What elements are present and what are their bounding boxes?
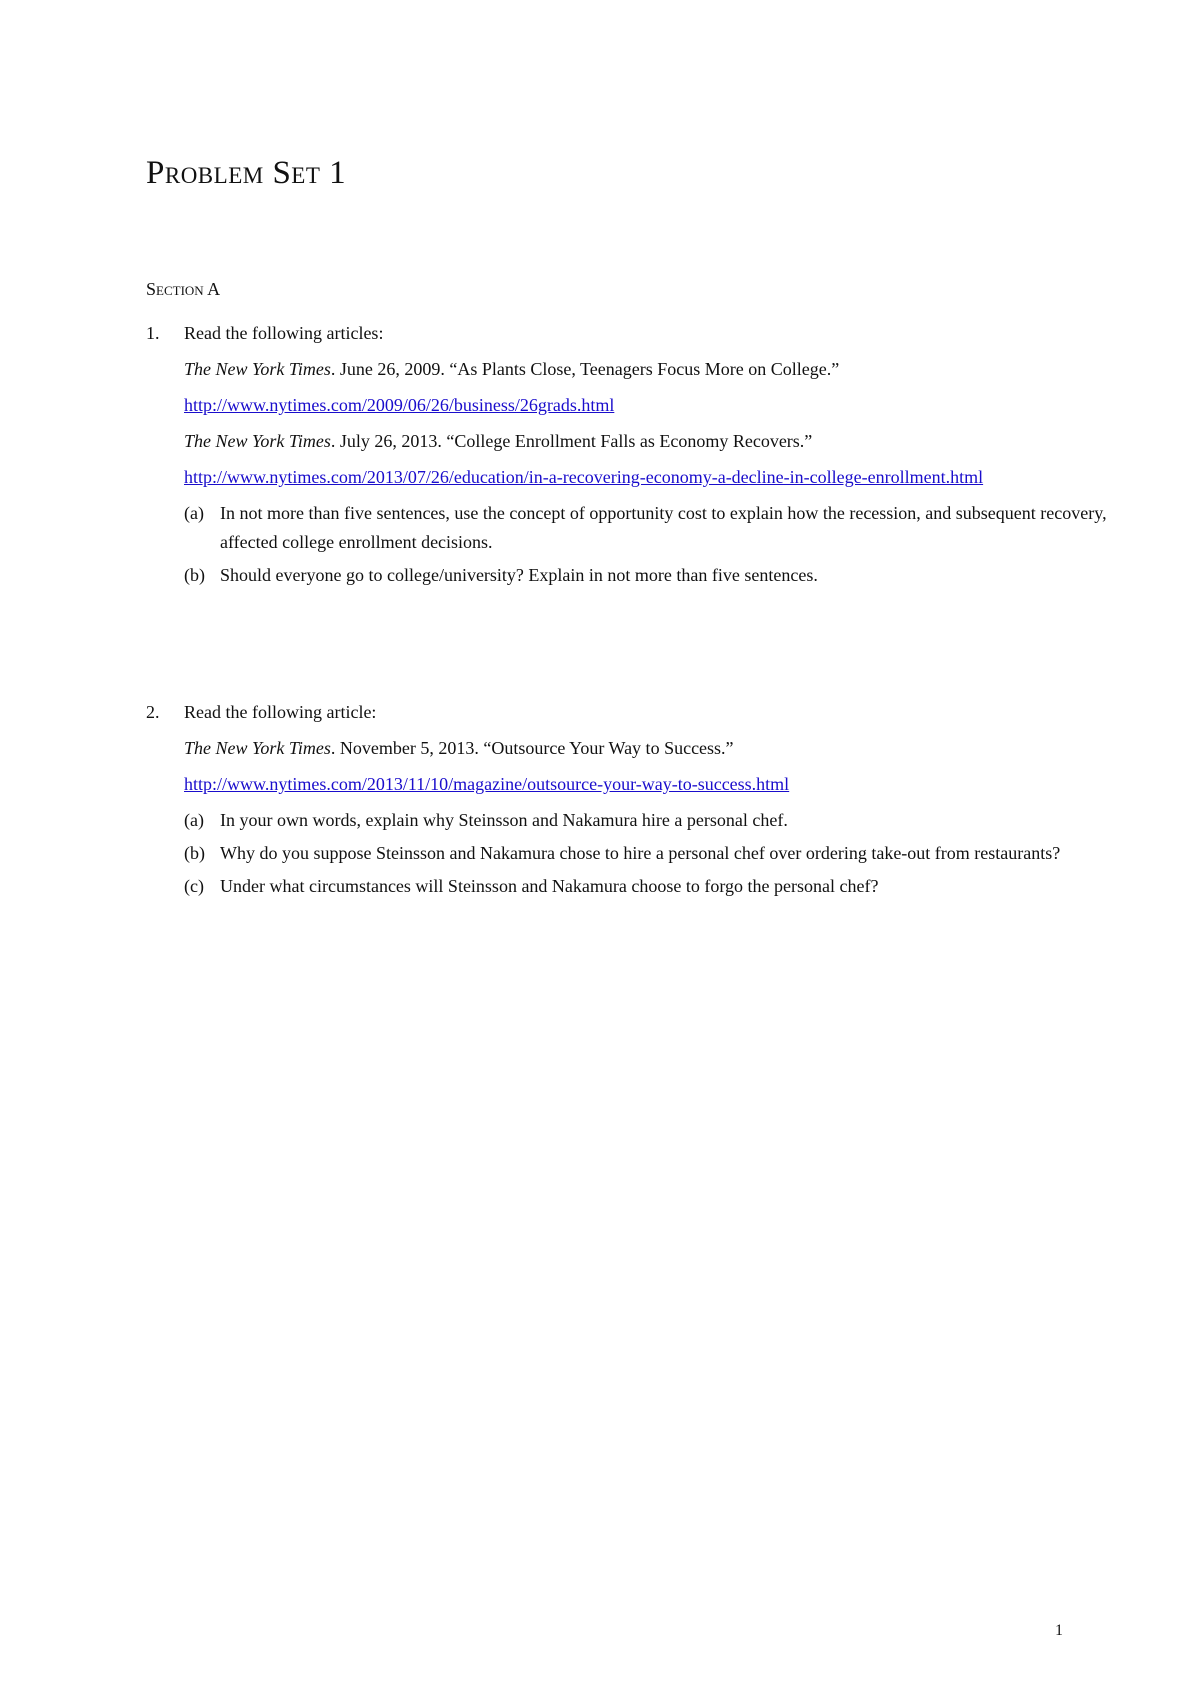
part-label: (a) xyxy=(184,810,204,830)
part-text: Should everyone go to college/university? Explain in not more than five sentences. xyxy=(220,565,818,585)
question-intro-line xyxy=(146,694,1076,730)
question-part xyxy=(184,839,1112,868)
article-date: . November 5, 2013. xyxy=(330,738,479,758)
part-text: In your own words, explain why Steinsson and Nakamura hire a personal chef. xyxy=(220,810,788,830)
question-number: 2. xyxy=(146,702,160,722)
part-label: (a) xyxy=(184,503,204,523)
question-intro: Read the following articles: xyxy=(184,323,384,343)
page-title: Problem Set 1 xyxy=(146,155,347,191)
question-part xyxy=(184,806,1112,835)
question-intro-line xyxy=(146,315,1076,351)
article-headline: “As Plants Close, Teenagers Focus More on College.” xyxy=(449,359,840,379)
part-text: Why do you suppose Steinsson and Nakamura chose to hire a personal chef over ordering take-out from restaurants? xyxy=(220,843,1061,863)
part-label: (c) xyxy=(184,876,204,896)
question-part xyxy=(184,872,1112,901)
article-source: The New York Times xyxy=(184,431,331,451)
article-citation xyxy=(146,351,1076,387)
article-source: The New York Times xyxy=(184,738,331,758)
question-1 xyxy=(146,315,1107,594)
article-link-row xyxy=(184,387,1034,423)
question-2 xyxy=(146,694,1076,905)
part-text: Under what circumstances will Steinsson and Nakamura choose to forgo the personal chef? xyxy=(220,876,879,896)
article-link[interactable]: http://www.nytimes.com/2009/06/26/business/26grads.html xyxy=(184,395,615,415)
question-number: 1. xyxy=(146,323,160,343)
part-label: (b) xyxy=(184,843,205,863)
article-date: . June 26, 2009. xyxy=(330,359,445,379)
section-heading: Section A xyxy=(146,279,221,299)
article-headline: “Outsource Your Way to Success.” xyxy=(483,738,734,758)
part-text: In not more than five sentences, use the concept of opportunity cost to explain how the recession, and subsequent recovery, affected college enrollment decisions. xyxy=(220,503,1107,552)
article-date: . July 26, 2013. xyxy=(330,431,442,451)
question-intro: Read the following article: xyxy=(184,702,377,722)
page-number: 1 xyxy=(1055,1622,1063,1639)
article-link[interactable]: http://www.nytimes.com/2013/11/10/magazine/outsource-your-way-to-success.html xyxy=(184,774,790,794)
article-citation xyxy=(146,730,1076,766)
article-citation xyxy=(146,423,1076,459)
article-link-row xyxy=(184,766,1034,802)
question-part xyxy=(184,499,1112,557)
question-part xyxy=(184,561,1112,590)
article-source: The New York Times xyxy=(184,359,331,379)
article-headline: “College Enrollment Falls as Economy Recovers.” xyxy=(446,431,813,451)
article-link-row xyxy=(184,459,1034,495)
article-link[interactable]: http://www.nytimes.com/2013/07/26/education/in-a-recovering-economy-a-decline-in-college-enrollment.html xyxy=(184,467,984,487)
part-label: (b) xyxy=(184,565,205,585)
